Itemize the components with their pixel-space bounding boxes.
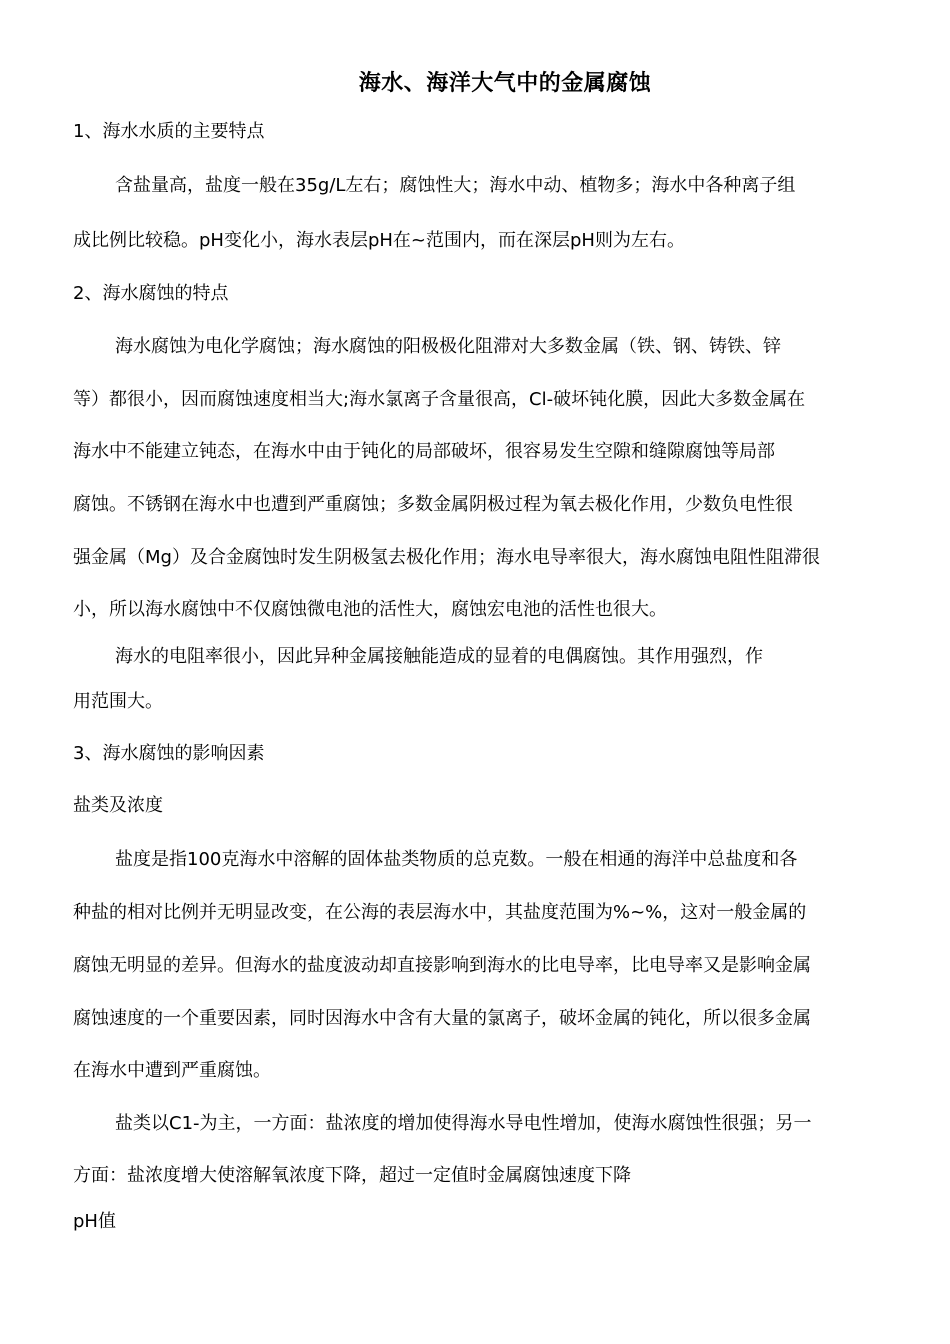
paragraph-line: 海水腐蚀为电化学腐蚀；海水腐蚀的阳极极化阻滞对大多数金属（铁、钢、铸铁、锌 — [115, 336, 781, 357]
paragraph-line: 腐蚀。不锈钢在海水中也遭到严重腐蚀；多数金属阴极过程为氧去极化作用，少数负电性很 — [73, 494, 793, 515]
section-heading-3: 3、海水腐蚀的影响因素 — [73, 743, 265, 764]
document-title: 海水、海洋大气中的金属腐蚀 — [358, 71, 652, 96]
paragraph-line: 强金属（Mg）及合金腐蚀时发生阴极氢去极化作用；海水电导率很大，海水腐蚀电阻性阻滞很 — [73, 547, 820, 568]
paragraph-line: 海水的电阻率很小，因此异种金属接触能造成的显着的电偶腐蚀。其作用强烈，作 — [115, 646, 763, 667]
paragraph-line: 方面：盐浓度增大使溶解氧浓度下降，超过一定值时金属腐蚀速度下降 — [73, 1165, 631, 1186]
paragraph-line: 盐度是指100克海水中溶解的固体盐类物质的总克数。一般在相通的海洋中总盐度和各 — [115, 849, 798, 870]
paragraph-line: 成比例比较稳。pH变化小，海水表层pH在~范围内，而在深层pH则为左右。 — [73, 230, 685, 251]
subheading: 盐类及浓度 — [73, 795, 163, 816]
paragraph-line: 腐蚀无明显的差异。但海水的盐度波动却直接影响到海水的比电导率，比电导率又是影响金属 — [73, 955, 811, 976]
section-heading-2: 2、海水腐蚀的特点 — [73, 283, 229, 304]
paragraph-line: 海水中不能建立钝态，在海水中由于钝化的局部破坏，很容易发生空隙和缝隙腐蚀等局部 — [73, 441, 775, 462]
paragraph-line: 腐蚀速度的一个重要因素，同时因海水中含有大量的氯离子，破坏金属的钝化，所以很多金属 — [73, 1008, 811, 1029]
paragraph-line: 在海水中遭到严重腐蚀。 — [73, 1060, 271, 1081]
paragraph-line: 等）都很小，因而腐蚀速度相当大;海水氯离子含量很高，Cl-破坏钝化膜，因此大多数金属在 — [73, 389, 806, 410]
paragraph-line: 盐类以C1-为主，一方面：盐浓度的增加使得海水导电性增加，使海水腐蚀性很强；另一 — [115, 1113, 812, 1134]
section-heading-1: 1、海水水质的主要特点 — [73, 121, 265, 142]
paragraph-line: 小，所以海水腐蚀中不仅腐蚀微电池的活性大，腐蚀宏电池的活性也很大。 — [73, 599, 667, 620]
paragraph-line: 种盐的相对比例并无明显改变，在公海的表层海水中，其盐度范围为%~%，这对一般金属的 — [73, 902, 807, 923]
paragraph-line: 用范围大。 — [73, 691, 163, 712]
paragraph-line: 含盐量高，盐度一般在35g/L左右；腐蚀性大；海水中动、植物多；海水中各种离子组 — [115, 175, 796, 196]
subheading: pH值 — [73, 1211, 116, 1232]
